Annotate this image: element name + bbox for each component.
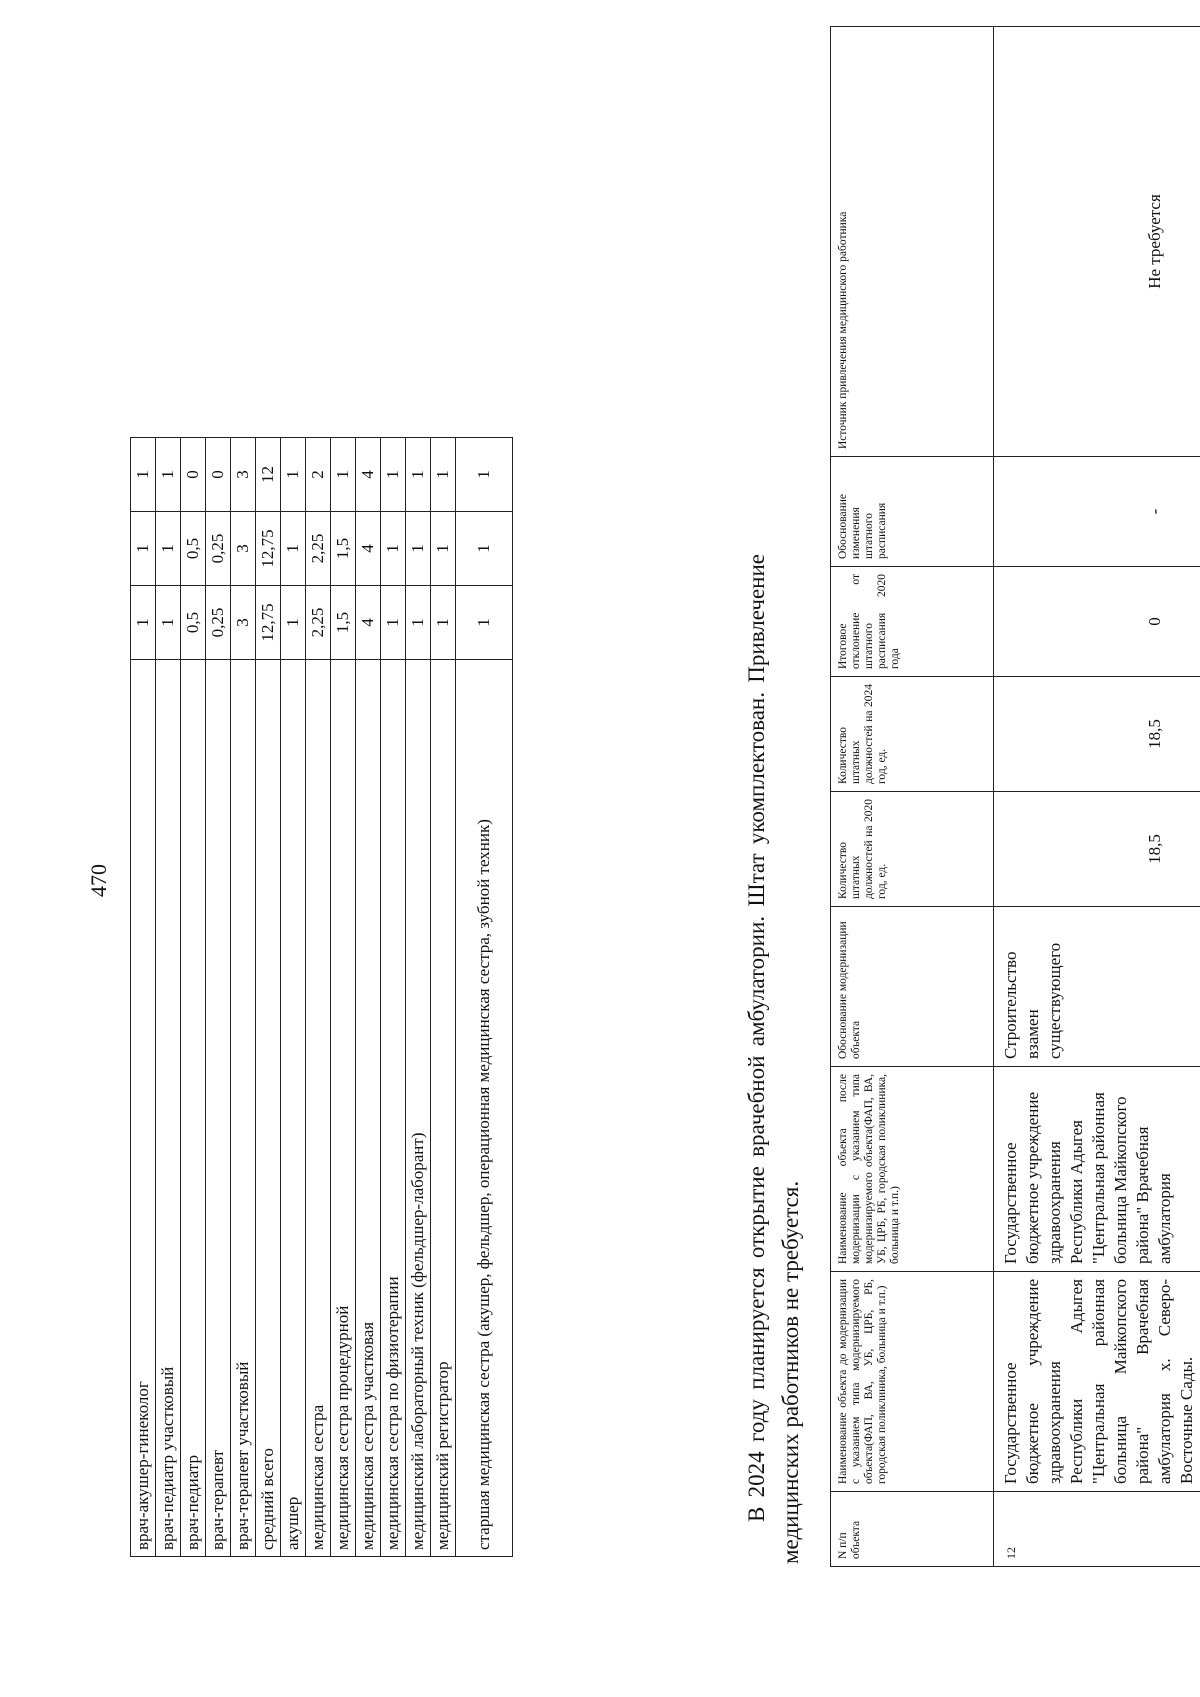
staff-value-1: 0,5: [181, 585, 206, 659]
staff-position: медицинская сестра процедурной: [331, 659, 356, 1556]
header-cell: Наименование объекта до модернизации с указанием типа модернизируемого объекта(ФАП, ВА, УБ, ЦРБ, РБ, городская поликлиника, больница и т.п.): [831, 1272, 994, 1492]
staff-value-1: 1: [406, 585, 431, 659]
modernization-reason: Строительство взамен существующего: [994, 907, 1200, 1067]
staff-value-2: 4: [356, 512, 381, 586]
staff-position: врач-педиатр участковый: [156, 659, 181, 1556]
staff-row: [456, 438, 513, 1557]
header-cell: Обоснование изменения штатного расписания: [831, 457, 994, 567]
object-table: [830, 26, 1200, 1567]
staff-value-3: 1: [281, 438, 306, 512]
count-2024: 18,5: [994, 677, 1200, 792]
staff-value-1: 12,75: [256, 585, 281, 659]
staff-row: [306, 438, 331, 1557]
change-reason: -: [994, 457, 1200, 567]
staff-value-3: 1: [431, 438, 456, 512]
staff-value-2: 1: [456, 512, 513, 586]
staff-position: медицинская сестра: [306, 659, 331, 1556]
header-cell: Обоснование модернизации объекта: [831, 907, 994, 1067]
staff-value-2: 1: [431, 512, 456, 586]
staff-value-2: 1: [131, 512, 156, 586]
staff-value-3: 1: [131, 438, 156, 512]
staff-value-3: 3: [231, 438, 256, 512]
staff-value-1: 1: [431, 585, 456, 659]
deviation: 0: [994, 567, 1200, 677]
body-paragraph: В 2024 году планируется открытие врачебной амбулатории. Штат укомплектован. Привлечение медицинских работников не требуется.: [744, 554, 803, 1564]
staff-value-2: 0,25: [206, 512, 231, 586]
header-cell: Источник привлечения медицинского работника: [831, 27, 994, 457]
header-cell: Наименование объекта после модернизации с указанием типа модернизируемого объекта(ФАП, ВА, УБ, ЦРБ, РБ, городская поликлиника, больница и т.п.): [831, 1067, 994, 1272]
staff-value-2: 0,5: [181, 512, 206, 586]
staff-value-3: 2: [306, 438, 331, 512]
staff-position: врач-акушер-гинеколог: [131, 659, 156, 1556]
staff-value-1: 1: [156, 585, 181, 659]
staff-value-3: 1: [331, 438, 356, 512]
staff-value-2: 1: [281, 512, 306, 586]
staff-position: врач-терапевт участковый: [231, 659, 256, 1556]
staff-row: [281, 438, 306, 1557]
staff-value-1: 4: [356, 585, 381, 659]
staff-position: медицинский лабораторный техник (фельдшер-лаборант): [406, 659, 431, 1556]
object-table-row: [994, 27, 1200, 1567]
staff-position: медицинская сестра участковая: [356, 659, 381, 1556]
staff-value-1: 1,5: [331, 585, 356, 659]
header-cell: Итоговое отклонение от штатного расписания 2020 года: [831, 567, 994, 677]
staff-value-2: 1,5: [331, 512, 356, 586]
staff-source: Не требуется: [994, 27, 1200, 457]
staff-value-1: 1: [281, 585, 306, 659]
staff-value-3: 0: [181, 438, 206, 512]
staff-value-3: 12: [256, 438, 281, 512]
staff-position: врач-педиатр: [181, 659, 206, 1556]
staff-value-1: 3: [231, 585, 256, 659]
staff-value-1: 2,25: [306, 585, 331, 659]
staff-position: медицинский регистратор: [431, 659, 456, 1556]
staff-value-1: 0,25: [206, 585, 231, 659]
staff-row: [156, 438, 181, 1557]
staff-value-2: 12,75: [256, 512, 281, 586]
staff-value-1: 1: [131, 585, 156, 659]
header-cell: Количество штатных должностей на 2024 год, ед.: [831, 677, 994, 792]
staff-value-2: 1: [156, 512, 181, 586]
staff-value-1: 1: [381, 585, 406, 659]
staff-row: [431, 438, 456, 1557]
staff-row: [256, 438, 281, 1557]
staff-row: [131, 438, 156, 1557]
object-after: Государственное бюджетное учреждение здравоохранения Республики Адыгея "Центральная районная больница Майкопского района" Врачебная амбулатория: [994, 1067, 1200, 1272]
staff-row: [206, 438, 231, 1557]
staff-value-3: 1: [456, 438, 513, 512]
staff-value-2: 1: [406, 512, 431, 586]
staff-row: [356, 438, 381, 1557]
object-number: 12: [994, 1492, 1200, 1567]
staff-value-2: 3: [231, 512, 256, 586]
staff-value-2: 2,25: [306, 512, 331, 586]
staff-value-3: 1: [381, 438, 406, 512]
staff-row: [406, 438, 431, 1557]
staff-table: [130, 437, 513, 1557]
staff-position: врач-терапевт: [206, 659, 231, 1556]
staff-value-3: 1: [406, 438, 431, 512]
header-cell: N п/п объекта: [831, 1492, 994, 1567]
staff-value-2: 1: [381, 512, 406, 586]
staff-position: медицинская сестра по физиотерапии: [381, 659, 406, 1556]
page-number: 470: [86, 864, 111, 897]
count-2020: 18,5: [994, 792, 1200, 907]
staff-position: средний всего: [256, 659, 281, 1556]
header-cell: Количество штатных должностей на 2020 год, ед.: [831, 792, 994, 907]
staff-row: [331, 438, 356, 1557]
staff-value-3: 0: [206, 438, 231, 512]
staff-row: [181, 438, 206, 1557]
staff-position: старшая медицинская сестра (акушер, фельдшер, операционная медицинская сестра, зубной техник): [456, 659, 513, 1556]
staff-value-3: 4: [356, 438, 381, 512]
staff-row: [381, 438, 406, 1557]
object-before: Государственное бюджетное учреждение здравоохранения Республики Адыгея "Центральная районная больница Майкопского района" Врачебная амбулатория х. Северо-Восточные Сады.: [994, 1272, 1200, 1492]
staff-row: [231, 438, 256, 1557]
object-table-header-row: [831, 27, 994, 1567]
staff-value-1: 1: [456, 585, 513, 659]
staff-value-3: 1: [156, 438, 181, 512]
staff-position: акушер: [281, 659, 306, 1556]
